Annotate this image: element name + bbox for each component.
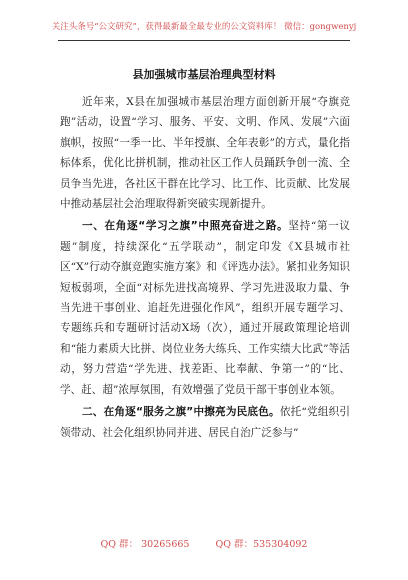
paragraph-text: 近年来，X县在加强城市基层治理方面创新开展“夺旗竞跑”活动，设置“学习、服务、平安、文明、作风、发展”六面旗帜，按照“一季一比、半年授旗、全年表彰”的方式，量化指标体系，优化比拼机制，推动社区工作人员踊跃争创一流、全员争当先进，各社区干群在比学习、比工作、比贡献、比发展中推动基层社会治理取得新突破实现新提升。: [60, 96, 350, 211]
footer-qq-group-1: QQ 群： 30265665: [100, 539, 190, 550]
paragraph-lead: 一、在角逐“学习之旗”中照亮奋进之路。: [82, 220, 289, 233]
paragraph-service-flag: [60, 402, 350, 443]
paragraph-text: 坚持“第一议题”制度，持续深化“五学联动”，制定印发《X县城市社区“X”行动夺旗竞跑实施方案》和《评选办法》。紧扣业务知识短板弱项，全面“对标先进找高境界、学习先进汲取力量、争当先进干事创业、追赶先进强化作风”，组织开展专题学习、专题练兵和专题研讨活动X场（次），通过开展政策理论培训和“能力素质大比拼、岗位业务大练兵、工作实绩大比武”等活动，努力营造“学先进、找差距、比奉献、争第一”的“比、学、赶、超”浓厚氛围，有效增强了党员干部干事创业本领。: [60, 220, 350, 396]
header-banner: 关注头条号“公文研究”，获得最新最全最专业的公文资料库！ 微信：gongwenyj: [51, 22, 357, 32]
paragraph-text: 依托“党组织引领带动、社会化组织协同并进、居民自治广泛参与”: [60, 406, 350, 439]
paragraph-study-flag: [60, 216, 350, 400]
header-divider: [58, 40, 350, 41]
document-title: 县加强城市基层治理典型材料: [132, 68, 276, 81]
footer-contact: [0, 536, 408, 550]
paragraph-lead: 二、在角逐“服务之旗”中擦亮为民底色。: [82, 406, 280, 419]
footer-qq-group-2: QQ 群：535304092: [215, 539, 308, 550]
document-body: [60, 92, 350, 443]
paragraph-intro: [60, 92, 350, 214]
